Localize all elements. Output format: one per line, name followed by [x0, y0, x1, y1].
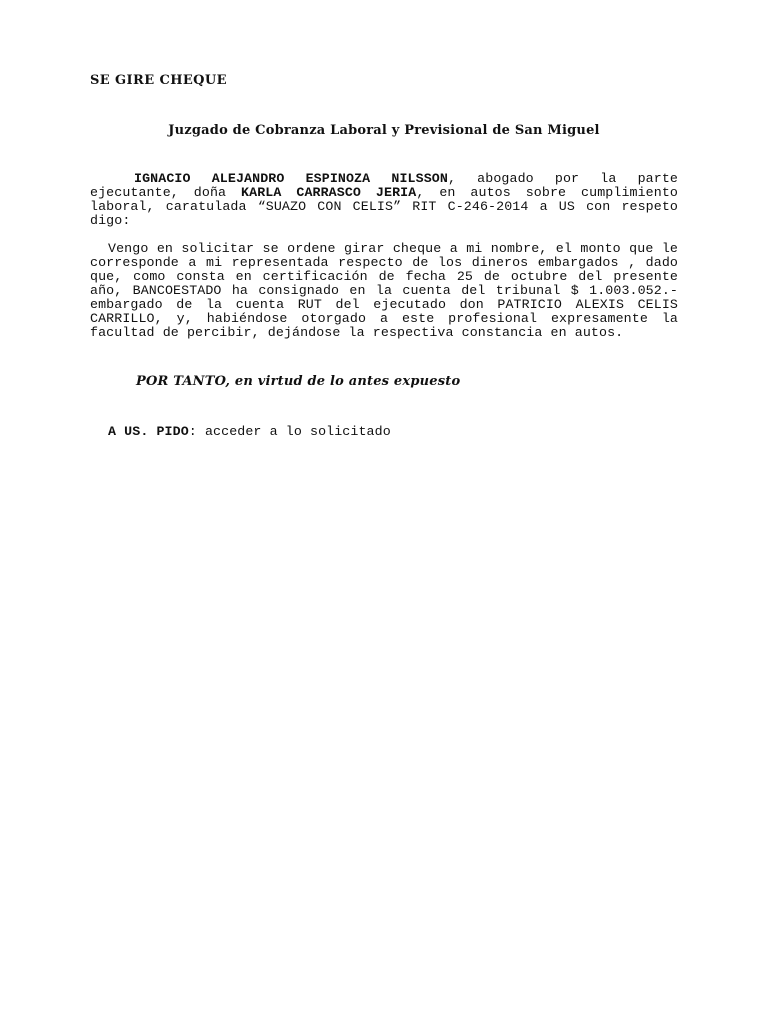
request-paragraph: Vengo en solicitar se ordene girar cheque a mi nombre, el monto que le corresponde a mi representada respecto de los dineros embargados , dado que, como consta en certificación de fecha 25 de octubre del presente año, BANCOESTADO ha consignado en la cuenta del tribunal $ 1.003.052.- embargado de la cuenta RUT del ejecutado don PATRICIO ALEXIS CELIS CARRILLO, y, habiéndose otorgado a este profesional expresamente la facultad de percibir, dejándose la respectiva constancia en autos.: [90, 241, 678, 340]
intro-paragraph: [90, 172, 678, 228]
petition-line: [108, 424, 391, 439]
court-name: Juzgado de Cobranza Laboral y Previsional de San Miguel: [168, 123, 600, 138]
client-name: KARLA CARRASCO JERIA: [241, 185, 417, 200]
lawyer-name: IGNACIO ALEJANDRO ESPINOZA NILSSON: [134, 171, 448, 186]
intro-text-b: , en autos sobre cumplimiento laboral, caratulada “SUAZO CON CELIS” RIT C-246-2014 a US con respeto digo:: [90, 185, 678, 228]
petition-text: : acceder a lo solicitado: [188, 424, 391, 439]
document-heading: SE GIRE CHEQUE: [90, 73, 227, 88]
petition-label: A US. PIDO: [108, 424, 189, 439]
intro-text-a: , abogado por la parte ejecutante, doña: [90, 171, 678, 200]
por-tanto-line: POR TANTO, en virtud de lo antes expuesto: [136, 374, 461, 389]
